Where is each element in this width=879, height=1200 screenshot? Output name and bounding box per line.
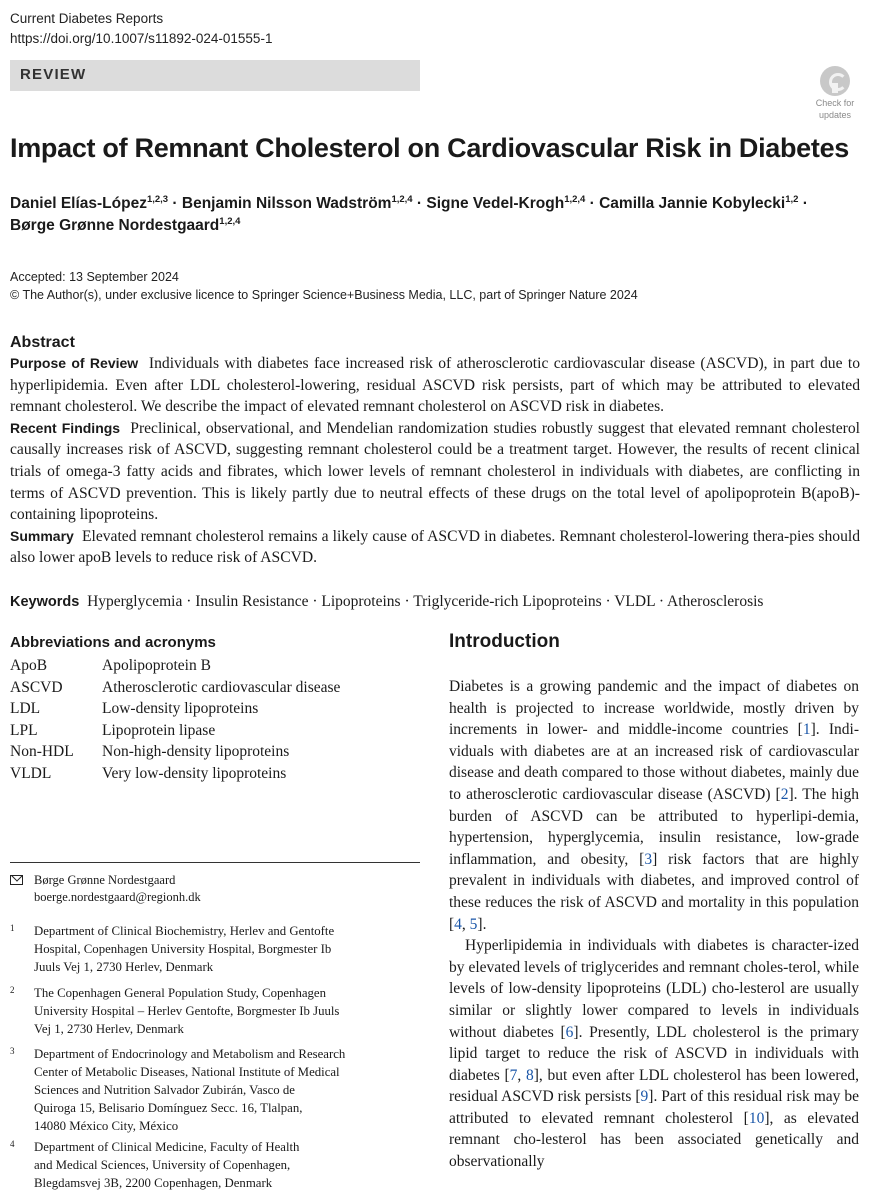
citation-link[interactable]: 3 bbox=[644, 850, 653, 868]
check-for-updates-badge[interactable] bbox=[810, 66, 860, 120]
intro-paragraph-1 bbox=[449, 676, 859, 935]
correspondence bbox=[10, 872, 201, 906]
affiliation-line: Center of Metabolic Diseases, National Institute of Medical bbox=[34, 1065, 340, 1079]
affiliation-line: Department of Clinical Medicine, Faculty of Health bbox=[34, 1140, 300, 1154]
intro-paragraph-2 bbox=[449, 935, 859, 1173]
citation-link[interactable]: 9 bbox=[640, 1088, 649, 1106]
author[interactable] bbox=[426, 195, 585, 212]
abstract-section bbox=[10, 333, 860, 569]
citation-link[interactable]: 5 bbox=[469, 915, 478, 933]
abbreviation-definition: Very low-density lipoproteins bbox=[102, 764, 287, 782]
author-list bbox=[10, 193, 870, 237]
affiliation bbox=[10, 1045, 420, 1135]
doi-link[interactable]: https://doi.org/10.1007/s11892-024-01555-1 bbox=[10, 31, 273, 46]
abstract-summary bbox=[10, 526, 860, 569]
abbreviation-definition: Non-high-density lipoproteins bbox=[102, 743, 290, 760]
article-type-label: REVIEW bbox=[20, 66, 87, 83]
author-affiliation-marks: 1,2 bbox=[785, 194, 799, 205]
affiliation bbox=[10, 1138, 420, 1192]
purpose-label: Purpose of Review bbox=[10, 355, 139, 371]
summary-text: Elevated remnant cholesterol remains a likely cause of ASCVD in diabetes. Remnant cholesterol-lowering thera-pies should also lower apoB levels to reduce risk of ASCVD. bbox=[10, 527, 861, 567]
journal-name: Current Diabetes Reports bbox=[10, 11, 164, 26]
article-title: Impact of Remnant Cholesterol on Cardiovascular Risk in Diabetes bbox=[10, 133, 850, 163]
check-updates-icon bbox=[820, 66, 850, 96]
affiliation-line: Department of Clinical Biochemistry, Herlev and Gentofte bbox=[34, 924, 335, 938]
corresponding-email[interactable]: boerge.nordestgaard@regionh.dk bbox=[34, 890, 201, 904]
affiliation-number: 2 bbox=[10, 985, 15, 995]
journal-header bbox=[10, 9, 272, 49]
abbreviation-definition: Lipoprotein lipase bbox=[102, 721, 216, 739]
intro-text: ]. bbox=[477, 915, 487, 933]
abbreviation-row bbox=[10, 763, 340, 785]
author[interactable] bbox=[10, 217, 240, 234]
intro-text: ]. Part of this residual risk may be attributed to elevated remnant cholesterol [ bbox=[449, 1088, 859, 1127]
affiliation-line: Hospital, Copenhagen University Hospital, Borgmester Ib bbox=[34, 942, 332, 956]
citation-link[interactable]: 8 bbox=[525, 1066, 534, 1084]
accepted-date: Accepted: 13 September 2024 bbox=[10, 270, 179, 284]
affiliation-line: and Medical Sciences, University of Copenhagen, bbox=[34, 1158, 291, 1172]
author-name: Benjamin Nilsson Wadström bbox=[181, 195, 392, 212]
abbreviation-term: LPL bbox=[10, 721, 38, 739]
article-type-band bbox=[10, 60, 420, 91]
intro-text: , bbox=[517, 1066, 526, 1084]
abbreviation-term: ASCVD bbox=[10, 678, 63, 696]
abbreviation-row bbox=[10, 741, 340, 763]
affiliation-number: 3 bbox=[10, 1046, 15, 1056]
abbreviation-term: LDL bbox=[10, 700, 41, 717]
affiliation-line: 14080 México City, México bbox=[34, 1119, 179, 1133]
summary-label: Summary bbox=[10, 527, 74, 544]
intro-text: ], as elevated remnant cho-lesterol has been associated genetically and observationally bbox=[449, 1109, 859, 1171]
findings-label: Recent Findings bbox=[10, 419, 121, 436]
intro-text: ]. Presently, LDL cholesterol is the primary lipid target to reduce the risk of ASCVD in individuals with diabetes [ bbox=[449, 1023, 859, 1084]
intro-text: ] risk factors that are highly prevalent in individuals with diabetes, and improved control of these reduces the risk of ASCVD and mortality in this population [ bbox=[449, 850, 859, 933]
citation-link[interactable]: 6 bbox=[565, 1023, 574, 1041]
affiliation-number: 4 bbox=[10, 1139, 15, 1149]
affiliation-line: Vej 1, 2730 Herlev, Denmark bbox=[34, 1022, 184, 1036]
findings-text: Preclinical, observational, and Mendelian randomization studies robustly suggest that elevated remnant cholesterol causally increases risk of ASCVD, suggesting remnant cholesterol could be a treatment target. However, the results of recent clinical trials of omega-3 fatty acids and fibrates, which lower levels of remnant cholesterol in individuals with diabetes, are conflicting in terms of ASCVD prevention. This is likely partly due to neutral effects of these drugs on the total level of apolipoprotein B(apoB)-containing lipoproteins. bbox=[10, 419, 860, 524]
copyright-notice: © The Author(s), under exclusive licence to Springer Science+Business Media, LLC, part of Springer Nature 2024 bbox=[10, 288, 638, 302]
citation-link[interactable]: 10 bbox=[748, 1109, 765, 1127]
affiliation-line: Department of Endocrinology and Metabolism and Research bbox=[34, 1047, 346, 1061]
article-dates bbox=[10, 268, 638, 304]
abbreviation-row bbox=[10, 720, 340, 742]
abbreviation-term: VLDL bbox=[10, 764, 52, 782]
citation-link[interactable]: 7 bbox=[509, 1066, 518, 1084]
affiliation bbox=[10, 984, 420, 1038]
author-affiliation-marks: 1,2,4 bbox=[391, 194, 413, 205]
keywords-line bbox=[10, 592, 763, 612]
author[interactable] bbox=[599, 195, 798, 212]
author-affiliation-marks: 1,2,4 bbox=[219, 216, 241, 227]
intro-text: ]. The high burden of ASCVD can be attributed to hyperlipi-demia, hypertension, hyperglycemia, insulin resistance, low-grade inflammation, and obesity, [ bbox=[449, 785, 859, 868]
abbreviation-definition: Apolipoprotein B bbox=[102, 657, 211, 674]
author-affiliation-marks: 1,2,4 bbox=[564, 194, 586, 205]
author[interactable] bbox=[182, 195, 413, 212]
badge-line-1: Check for bbox=[815, 98, 855, 108]
author-separator: · bbox=[585, 195, 600, 212]
intro-text: , bbox=[461, 915, 470, 933]
citation-link[interactable]: 2 bbox=[780, 785, 789, 803]
keywords-text: Hyperglycemia · Insulin Resistance · Lipoproteins · Triglyceride-rich Lipoproteins · VLDL · Atherosclerosis bbox=[87, 593, 764, 610]
intro-text: ], but even after LDL cholesterol has been lowered, residual ASCVD risk persists [ bbox=[449, 1066, 860, 1106]
affiliation-line: Quiroga 15, Belisario Domínguez Secc. 16, Tlalpan, bbox=[34, 1101, 303, 1115]
affiliation-number: 1 bbox=[10, 923, 15, 933]
badge-line-2: updates bbox=[818, 110, 852, 120]
corresponding-author: Børge Grønne Nordestgaard bbox=[34, 873, 176, 887]
affiliation-line: Sciences and Nutrition Salvador Zubirán, Vasco de bbox=[34, 1083, 295, 1097]
abbreviation-term: Non-HDL bbox=[10, 743, 74, 760]
author-separator: · bbox=[798, 195, 808, 212]
abbreviation-row bbox=[10, 677, 340, 699]
abstract-purpose bbox=[10, 353, 860, 418]
affiliation bbox=[10, 922, 420, 976]
abstract-findings bbox=[10, 418, 860, 526]
abbreviation-row bbox=[10, 655, 340, 677]
abbreviations-heading: Abbreviations and acronyms bbox=[10, 634, 216, 651]
introduction-heading: Introduction bbox=[449, 631, 560, 652]
author-separator: · bbox=[168, 195, 182, 212]
author-separator: · bbox=[412, 195, 427, 212]
author[interactable] bbox=[10, 195, 168, 212]
intro-text: Hyperlipidemia in individuals with diabetes is character-ized by elevated levels of triglycerides and remnant choles-terol, while levels of low-density lipoproteins (LDL) cho-lesterol are usually similar or slightly lower compared to levels in individuals without diabetes [ bbox=[449, 937, 859, 1041]
footnote-divider bbox=[10, 862, 420, 863]
affiliation-line: University Hospital – Herlev Gentofte, Borgmester Ib Juuls bbox=[34, 1004, 340, 1018]
abbreviation-definition: Atherosclerotic cardiovascular disease bbox=[102, 678, 341, 696]
purpose-text: Individuals with diabetes face increased risk of atherosclerotic cardiovascular disease (ASCVD), in part due to hyperlipidemia. Even after LDL cholesterol-lowering, residual ASCVD risk persists, part of which may be attributed to elevated remnant cholesterol. We describe the impact of elevated remnant cholesterol on ASCVD risk in diabetes. bbox=[10, 355, 860, 416]
author-affiliation-marks: 1,2,3 bbox=[146, 194, 169, 205]
abbreviation-term: ApoB bbox=[10, 657, 48, 674]
abbreviations-table bbox=[10, 655, 340, 784]
abbreviation-row bbox=[10, 698, 340, 720]
affiliation-line: Juuls Vej 1, 2730 Herlev, Denmark bbox=[34, 960, 214, 974]
envelope-icon bbox=[10, 875, 23, 885]
author-name: Camilla Jannie Kobylecki bbox=[599, 195, 786, 212]
abstract-heading: Abstract bbox=[10, 334, 75, 351]
intro-text: Diabetes is a growing pandemic and the impact of diabetes on health is projected to increase worldwide, mostly driven by increments in lower- and middle-income countries [ bbox=[449, 678, 859, 739]
author-name: Daniel Elías-López bbox=[10, 195, 147, 212]
intro-text: ]. Indi-viduals with diabetes are at an increased risk of cardiovascular disease and death compared to those without diabetes, mainly due to atherosclerotic cardiovascular disease (ASCVD) [ bbox=[449, 721, 860, 803]
author-name: Signe Vedel-Krogh bbox=[426, 195, 565, 212]
introduction-body bbox=[449, 676, 859, 1173]
citation-link[interactable]: 4 bbox=[454, 915, 462, 933]
affiliation-line: Blegdamsvej 3B, 2200 Copenhagen, Denmark bbox=[34, 1176, 273, 1190]
citation-link[interactable]: 1 bbox=[802, 721, 811, 739]
author-name: Børge Grønne Nordestgaard bbox=[10, 217, 220, 234]
keywords-label: Keywords bbox=[10, 594, 80, 610]
abbreviations-box bbox=[10, 633, 420, 784]
affiliation-line: The Copenhagen General Population Study, Copenhagen bbox=[34, 986, 327, 1000]
abbreviation-definition: Low-density lipoproteins bbox=[102, 700, 259, 717]
